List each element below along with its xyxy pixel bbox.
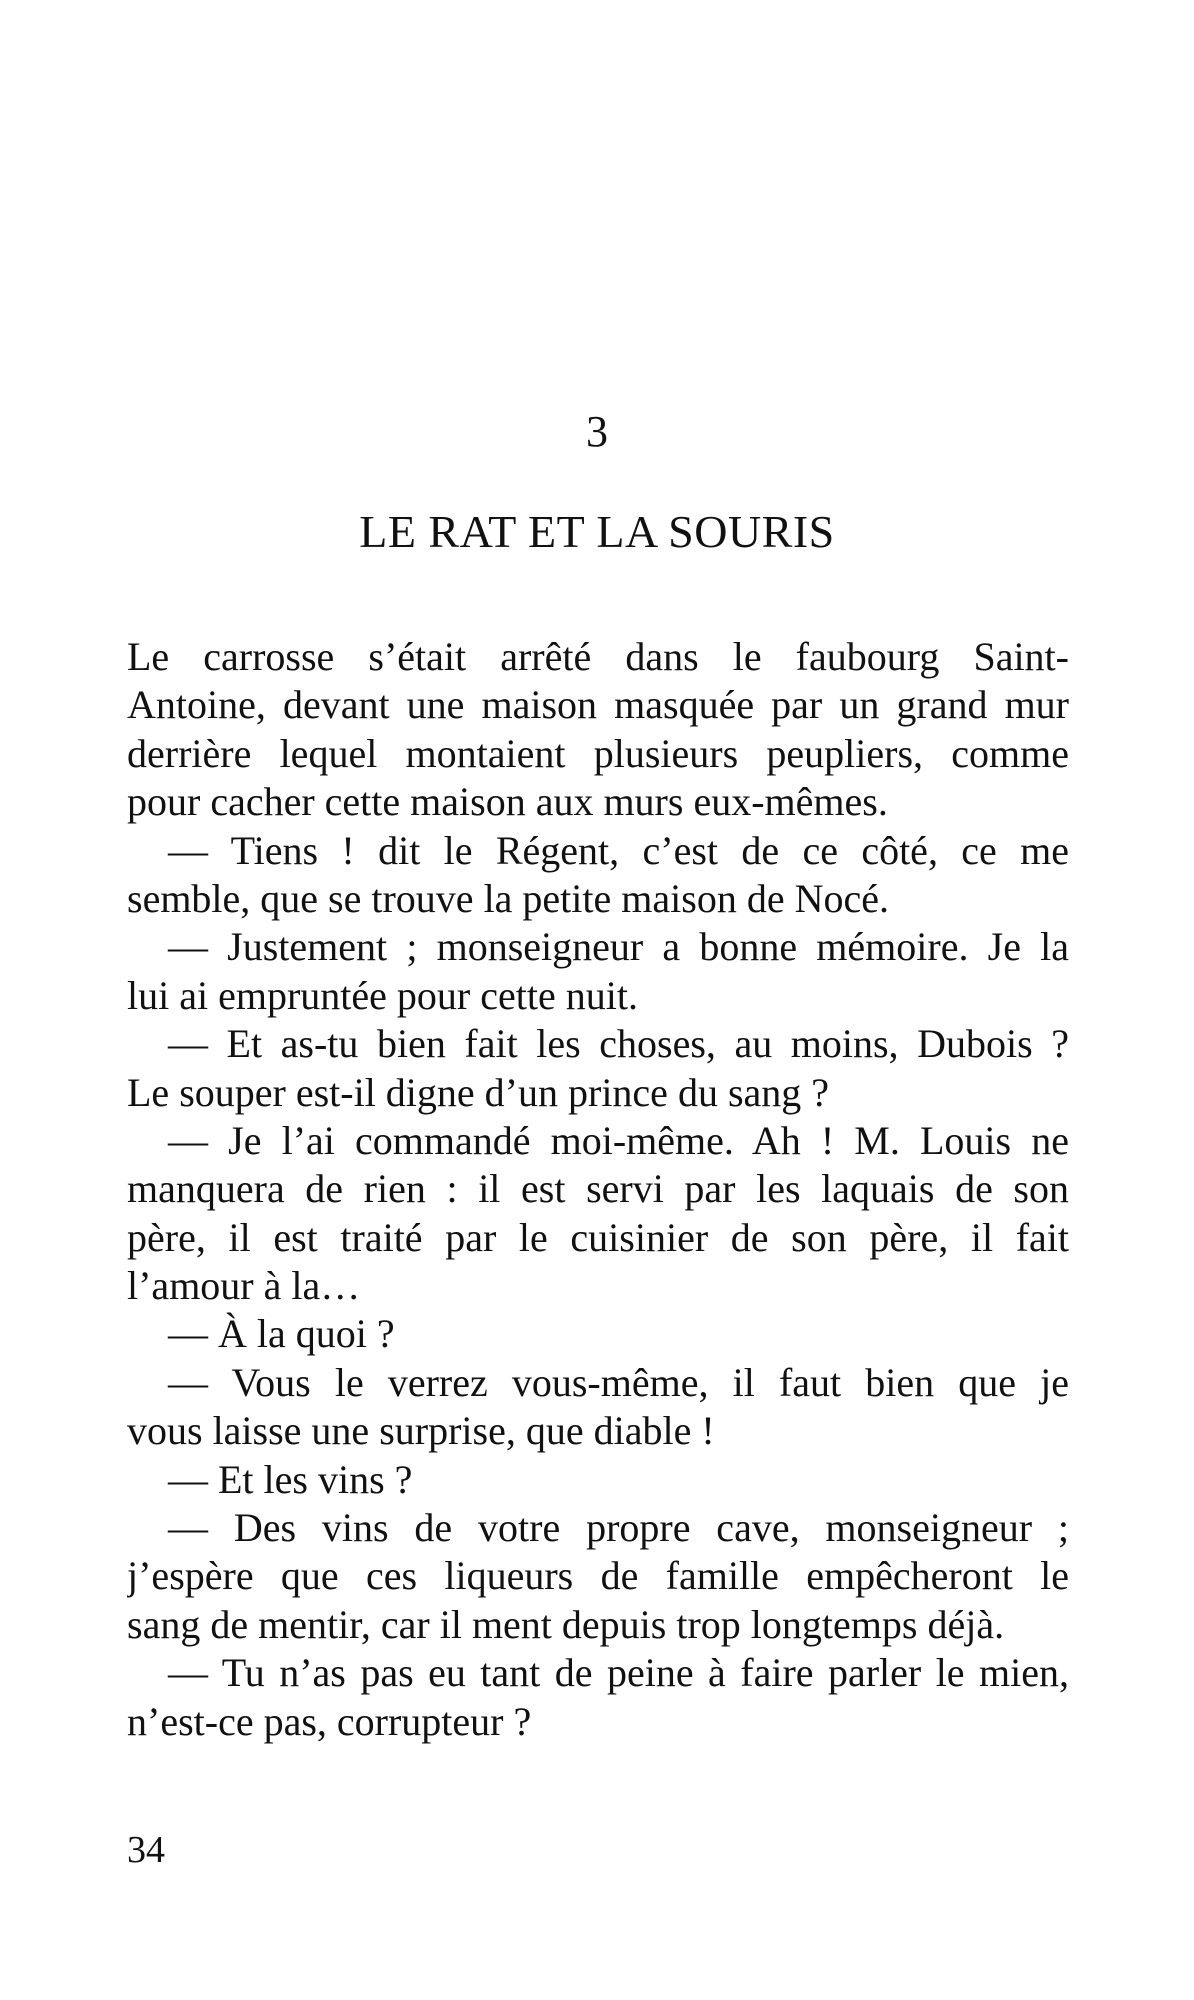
text-line: — Vous le verrez vous-même, il faut bien que je (168, 1359, 1069, 1405)
text-line: — Et les vins ? (168, 1456, 413, 1502)
text-line: — À la quoi ? (168, 1311, 395, 1357)
text-line: — Tu n’as pas eu tant de peine à faire parler le mien, (168, 1650, 1069, 1696)
text-line: derrière lequel montaient plusieurs peupliers, comme (127, 730, 1069, 776)
text-line: lui ai empruntée pour cette nuit. (127, 972, 638, 1018)
text-line: — Et as-tu bien fait les choses, au moins, Dubois ? (168, 1021, 1069, 1067)
text-line: Le carrosse s’était arrêté dans le faubourg Saint- (127, 634, 1069, 679)
text-line: — Des vins de votre propre cave, monseigneur ; (168, 1505, 1069, 1551)
text-line: pour cacher cette maison aux murs eux-mêmes. (127, 779, 888, 825)
text-line: l’amour à la… (127, 1263, 361, 1309)
text-line: vous laisse une surprise, que diable ! (127, 1408, 715, 1454)
body-text (127, 633, 1069, 1746)
text-line: j’espère que ces liqueurs de famille empêcheront le (127, 1553, 1069, 1599)
chapter-title: LE RAT ET LA SOURIS (359, 506, 835, 557)
text-line: Le souper est-il digne d’un prince du sang ? (127, 1069, 830, 1115)
text-line: — Tiens ! dit le Régent, c’est de ce côté, ce me (168, 827, 1069, 873)
page-number: 34 (127, 1829, 165, 1871)
text-line: — Je l’ai commandé moi-même. Ah ! M. Louis ne (168, 1117, 1069, 1163)
text-line: sang de mentir, car il ment depuis trop longtemps déjà. (127, 1601, 1005, 1647)
chapter-number: 3 (586, 407, 608, 456)
text-line: manquera de rien : il est servi par les laquais de son (127, 1166, 1069, 1212)
text-line: — Justement ; monseigneur a bonne mémoire. Je la (168, 924, 1069, 970)
text-line: semble, que se trouve la petite maison de Nocé. (127, 875, 889, 921)
text-line: Antoine, devant une maison masquée par un grand mur (127, 682, 1069, 728)
text-line: n’est-ce pas, corrupteur ? (127, 1698, 532, 1744)
text-line: père, il est traité par le cuisinier de son père, il fait (127, 1214, 1069, 1260)
